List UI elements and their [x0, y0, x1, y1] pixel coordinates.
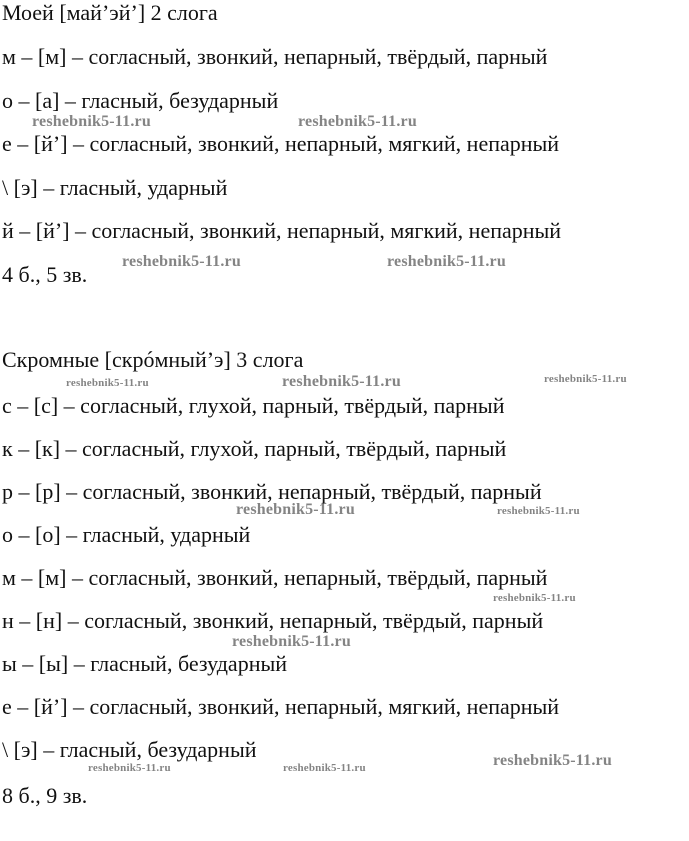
word2-line-7: ы – [ы] – гласный, безударный — [2, 651, 288, 676]
word1-line-1: м – [м] – согласный, звонкий, непарный, твёрдый, парный — [2, 44, 548, 69]
watermark: reshebnik5-11.ru — [283, 762, 366, 774]
watermark: reshebnik5-11.ru — [493, 592, 576, 604]
word1-summary: 4 б., 5 зв. — [2, 262, 88, 287]
word1-heading: Моей [май’эй’] 2 слога — [2, 0, 218, 25]
word2-line-5: м – [м] – согласный, звонкий, непарный, твёрдый, парный — [2, 565, 548, 590]
word2-heading: Скромные [скрóмный’э] 3 слога — [2, 347, 304, 372]
word2-line-3: р – [р] – согласный, звонкий, непарный, твёрдый, парный — [2, 479, 542, 504]
watermark: reshebnik5-11.ru — [497, 505, 580, 517]
word2-line-9: \ [э] – гласный, безударный — [2, 737, 257, 762]
watermark: reshebnik5-11.ru — [122, 253, 241, 270]
watermark: reshebnik5-11.ru — [236, 501, 355, 518]
watermark: reshebnik5-11.ru — [387, 253, 506, 270]
watermark: reshebnik5-11.ru — [493, 752, 612, 769]
word1-line-2: о – [а] – гласный, безударный — [2, 88, 279, 113]
word1-line-3: е – [й’] – согласный, звонкий, непарный, мягкий, непарный — [2, 131, 560, 156]
watermark: reshebnik5-11.ru — [298, 113, 417, 130]
word1-line-4: \ [э] – гласный, ударный — [2, 175, 228, 200]
watermark: reshebnik5-11.ru — [88, 762, 171, 774]
watermark: reshebnik5-11.ru — [66, 377, 149, 389]
word2-summary: 8 б., 9 зв. — [2, 783, 88, 808]
watermark: reshebnik5-11.ru — [544, 373, 627, 385]
watermark: reshebnik5-11.ru — [232, 633, 351, 650]
word2-line-2: к – [к] – согласный, глухой, парный, твёрдый, парный — [2, 436, 507, 461]
word2-line-1: с – [с] – согласный, глухой, парный, твёрдый, парный — [2, 393, 505, 418]
word2-line-8: е – [й’] – согласный, звонкий, непарный, мягкий, непарный — [2, 694, 560, 719]
word2-line-6: н – [н] – согласный, звонкий, непарный, твёрдый, парный — [2, 608, 544, 633]
word1-line-5: й – [й’] – согласный, звонкий, непарный, мягкий, непарный — [2, 218, 562, 243]
watermark: reshebnik5-11.ru — [282, 373, 401, 390]
word2-line-4: о – [о] – гласный, ударный — [2, 522, 251, 547]
watermark: reshebnik5-11.ru — [32, 113, 151, 130]
